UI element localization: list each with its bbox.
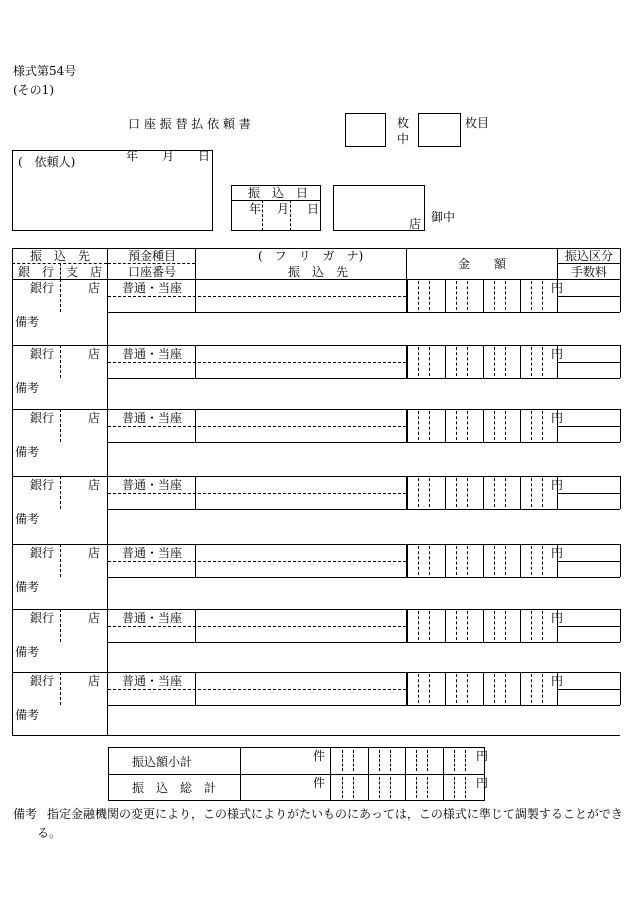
row-branch-label: 店 <box>88 546 101 560</box>
payee-field[interactable] <box>108 672 406 705</box>
transfer-day-label: 日 <box>307 202 320 216</box>
amount-field[interactable] <box>407 609 557 642</box>
row-yen-label: 円 <box>551 478 564 492</box>
subtotal-label: 振込額小計 <box>132 755 193 769</box>
bank-branch-label: 店 <box>409 217 422 231</box>
request-date-label: 年 月 日 <box>126 149 211 163</box>
transfer-year-label: 年 <box>249 202 262 216</box>
transfer-month-label: 月 <box>277 202 290 216</box>
footnote-text-cont: る。 <box>37 826 62 840</box>
payee-field[interactable] <box>108 345 406 378</box>
row-branch-label: 店 <box>88 674 101 688</box>
row-bank-label: 銀行 <box>30 347 55 361</box>
sheet-total-box[interactable] <box>345 113 386 147</box>
total-yen: 円 <box>476 776 489 790</box>
col-acct-top: 預金種目 <box>128 249 177 263</box>
subtotal-count-unit: 件 <box>313 749 326 763</box>
footnote-text: 指定金融機関の変更により，この様式によりがたいものにあっては，この様式に準じて調製することができ <box>47 807 623 821</box>
page-title: 口 座 振 替 払 依 頼 書 <box>128 117 251 131</box>
requester-label: ( 依頼人) <box>18 155 76 169</box>
row-yen-label: 円 <box>551 611 564 625</box>
col-acct-bottom: 口座番号 <box>128 265 177 279</box>
form-number: 様式第54号 <box>13 64 77 78</box>
row-account-type: 普通・当座 <box>122 546 183 560</box>
transfer-date-label: 振 込 日 <box>248 186 309 200</box>
row-bank-label: 銀行 <box>30 546 55 560</box>
amount-field[interactable] <box>407 279 557 312</box>
row-account-type: 普通・当座 <box>122 674 183 688</box>
sheet-suffix: 枚目 <box>465 116 490 130</box>
row-yen-label: 円 <box>551 546 564 560</box>
row-remark-label: 備考 <box>15 315 40 329</box>
payee-field[interactable] <box>108 279 406 312</box>
payee-field[interactable] <box>108 476 406 509</box>
amount-field[interactable] <box>407 409 557 442</box>
row-bank-label: 銀行 <box>30 411 55 425</box>
row-yen-label: 円 <box>551 674 564 688</box>
row-remark-label: 備考 <box>15 580 40 594</box>
total-count-unit: 件 <box>313 776 326 790</box>
row-remark-label: 備考 <box>15 645 40 659</box>
row-account-type: 普通・当座 <box>122 611 183 625</box>
row-account-type: 普通・当座 <box>122 478 183 492</box>
row-bank-label: 銀行 <box>30 611 55 625</box>
sheet-number-box[interactable] <box>418 113 461 147</box>
amount-field[interactable] <box>407 544 557 577</box>
row-yen-label: 円 <box>551 281 564 295</box>
col-dest-bottom: 銀 行 支 店 <box>18 265 103 279</box>
col-name-top: ( フ リ ガ ナ) <box>258 249 364 263</box>
payee-field[interactable] <box>108 544 406 577</box>
row-account-type: 普通・当座 <box>122 281 183 295</box>
row-branch-label: 店 <box>88 347 101 361</box>
form-sub: (その1) <box>13 83 54 97</box>
amount-field[interactable] <box>407 476 557 509</box>
row-bank-label: 銀行 <box>30 674 55 688</box>
amount-field[interactable] <box>407 672 557 705</box>
footnote-label: 備考 <box>13 807 38 821</box>
row-bank-label: 銀行 <box>30 478 55 492</box>
row-branch-label: 店 <box>88 611 101 625</box>
row-remark-label: 備考 <box>15 445 40 459</box>
col-type-top: 振込区分 <box>565 249 614 263</box>
payee-field[interactable] <box>108 609 406 642</box>
sheet-of-label: 中 <box>397 132 410 146</box>
row-remark-label: 備考 <box>15 381 40 395</box>
row-bank-label: 銀行 <box>30 281 55 295</box>
row-branch-label: 店 <box>88 411 101 425</box>
amount-field[interactable] <box>407 345 557 378</box>
row-yen-label: 円 <box>551 411 564 425</box>
row-yen-label: 円 <box>551 347 564 361</box>
col-amount: 金 額 <box>458 257 507 271</box>
row-branch-label: 店 <box>88 478 101 492</box>
col-name-bottom: 振 込 先 <box>288 265 349 279</box>
sheet-label: 枚 <box>397 116 410 130</box>
col-type-bottom: 手数料 <box>571 265 608 279</box>
row-branch-label: 店 <box>88 281 101 295</box>
payee-field[interactable] <box>108 409 406 442</box>
subtotal-yen: 円 <box>476 749 489 763</box>
row-remark-label: 備考 <box>15 512 40 526</box>
row-account-type: 普通・当座 <box>122 347 183 361</box>
bank-honorific: 御中 <box>431 210 456 224</box>
row-account-type: 普通・当座 <box>122 411 183 425</box>
row-remark-label: 備考 <box>15 708 40 722</box>
total-label: 振 込 総 計 <box>132 781 217 795</box>
col-dest-top: 振 込 先 <box>30 249 91 263</box>
